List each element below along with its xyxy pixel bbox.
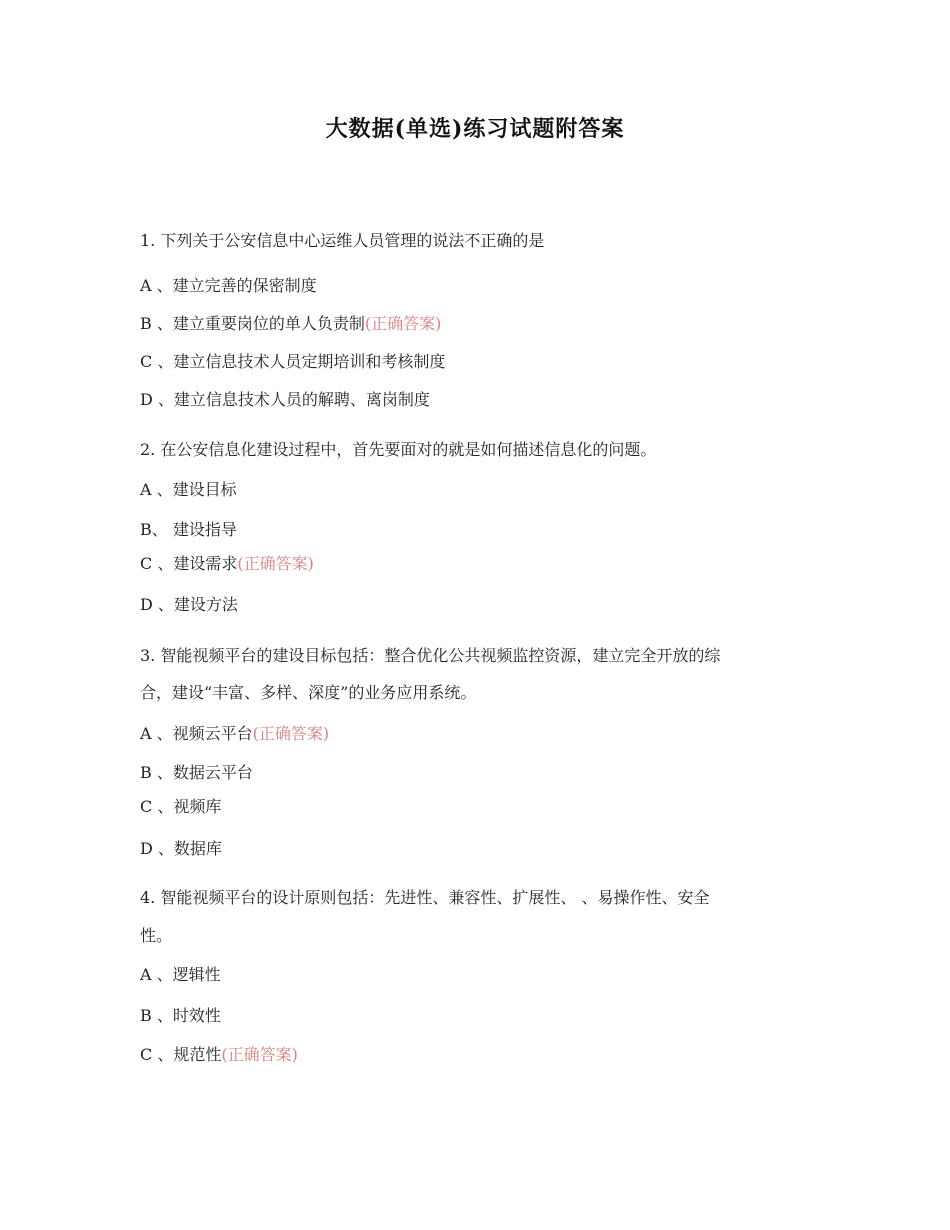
question-1-option-d: D 、建立信息技术人员的解聘、离岗制度	[140, 390, 430, 409]
question-4-stem-line-1: 4. 智能视频平台的设计原则包括：先进性、兼容性、扩展性、 、易操作性、安全	[140, 888, 710, 907]
question-3-option-a	[140, 723, 329, 745]
correct-answer-mark: (正确答案)	[252, 724, 330, 743]
question-3-stem-line-1: 3. 智能视频平台的建设目标包括：整合优化公共视频监控资源，建立完全开放的综	[140, 646, 721, 665]
option-text: A 、视频云平台	[140, 724, 253, 743]
question-1-option-b	[140, 313, 441, 335]
question-2-stem: 2. 在公安信息化建设过程中，首先要面对的就是如何描述信息化的问题。	[140, 440, 657, 459]
question-3-option-b: B 、数据云平台	[140, 763, 253, 782]
question-2-option-d: D 、建设方法	[140, 595, 238, 614]
question-2-option-c	[140, 553, 314, 575]
correct-answer-mark: (正确答案)	[221, 1045, 298, 1064]
question-4-option-a: A 、逻辑性	[140, 965, 221, 984]
document-title: 大数据(单选)练习试题附答案	[325, 116, 625, 142]
question-2-option-a: A 、建设目标	[140, 480, 237, 499]
question-3-option-d: D 、数据库	[140, 839, 222, 858]
question-4-option-b: B 、时效性	[140, 1006, 221, 1025]
option-text: C 、规范性	[140, 1045, 222, 1064]
question-4-stem-line-2: 性。	[140, 926, 173, 945]
question-3-stem-line-2: 合，建设“丰富、多样、深度”的业务应用系统。	[140, 683, 477, 702]
question-4-option-c	[140, 1044, 298, 1066]
option-text: C 、建设需求	[140, 554, 238, 573]
question-1-option-c: C 、建立信息技术人员定期培训和考核制度	[140, 352, 446, 371]
option-text: B 、建立重要岗位的单人负责制	[140, 314, 365, 333]
question-1-stem: 1. 下列关于公安信息中心运维人员管理的说法不正确的是	[140, 231, 545, 250]
question-3-option-c: C 、视频库	[140, 797, 222, 816]
question-2-option-b: B、 建设指导	[140, 520, 237, 539]
question-1-option-a: A 、建立完善的保密制度	[140, 276, 317, 295]
correct-answer-mark: (正确答案)	[364, 314, 442, 333]
correct-answer-mark: (正确答案)	[237, 554, 314, 573]
